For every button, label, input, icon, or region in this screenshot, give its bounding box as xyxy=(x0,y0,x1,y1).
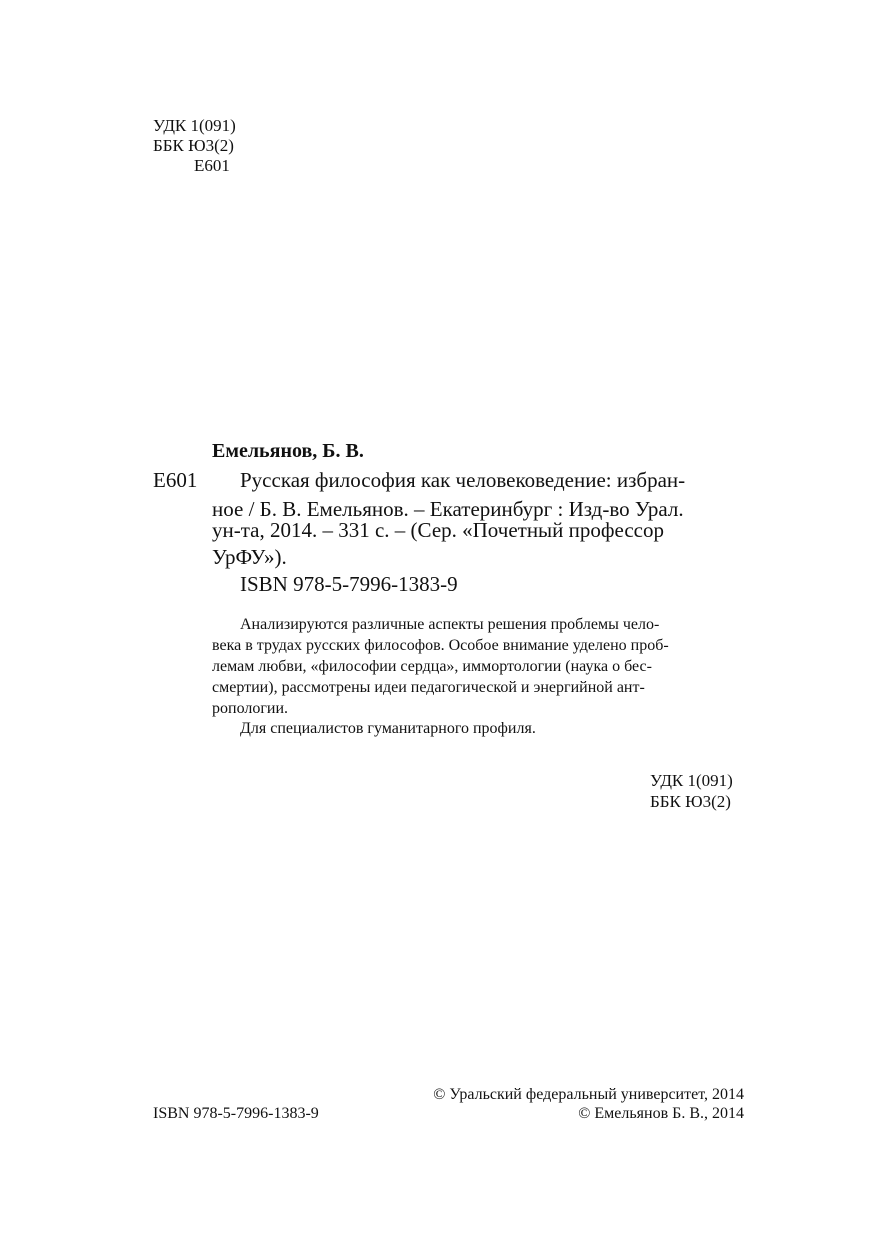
abstract-audience: Для специалистов гуманитарного профиля. xyxy=(240,720,536,737)
description-line-3: ун-та, 2014. – 331 с. – (Сер. «Почетный профессор xyxy=(212,518,664,542)
description-line-4: УрФУ»). xyxy=(212,545,287,569)
abstract-line-1: Анализируются различные аспекты решения проблемы чело- xyxy=(240,616,660,633)
abstract-line-2: века в трудах русских философов. Особое внимание уделено проб- xyxy=(212,637,669,654)
udk-code: УДК 1(091) xyxy=(153,116,236,135)
description-line-2: ное / Б. В. Емельянов. – Екатеринбург : Изд-во Урал. xyxy=(212,497,684,521)
copyright-author: © Емельянов Б. В., 2014 xyxy=(578,1105,744,1122)
entry-mark: Е601 xyxy=(153,468,198,492)
description-line-1: Русская философия как человековедение: избран- xyxy=(240,468,686,492)
abstract-line-3: лемам любви, «философии сердца», иммортологии (наука о бес- xyxy=(212,658,652,675)
abstract-line-4: смертии), рассмотрены идеи педагогической и энергийной ант- xyxy=(212,679,645,696)
entry-author: Емельянов, Б. В. xyxy=(212,440,364,462)
abstract-line-5: ропологии. xyxy=(212,700,289,717)
right-udk-code: УДК 1(091) xyxy=(650,771,733,790)
right-bbk-code: ББК Ю3(2) xyxy=(650,792,731,811)
author-mark: Е601 xyxy=(194,156,230,175)
bbk-code: ББК Ю3(2) xyxy=(153,136,234,155)
copyright-university: © Уральский федеральный университет, 2014 xyxy=(433,1086,744,1103)
footer-isbn: ISBN 978-5-7996-1383-9 xyxy=(153,1105,319,1122)
entry-isbn: ISBN 978-5-7996-1383-9 xyxy=(240,572,458,596)
